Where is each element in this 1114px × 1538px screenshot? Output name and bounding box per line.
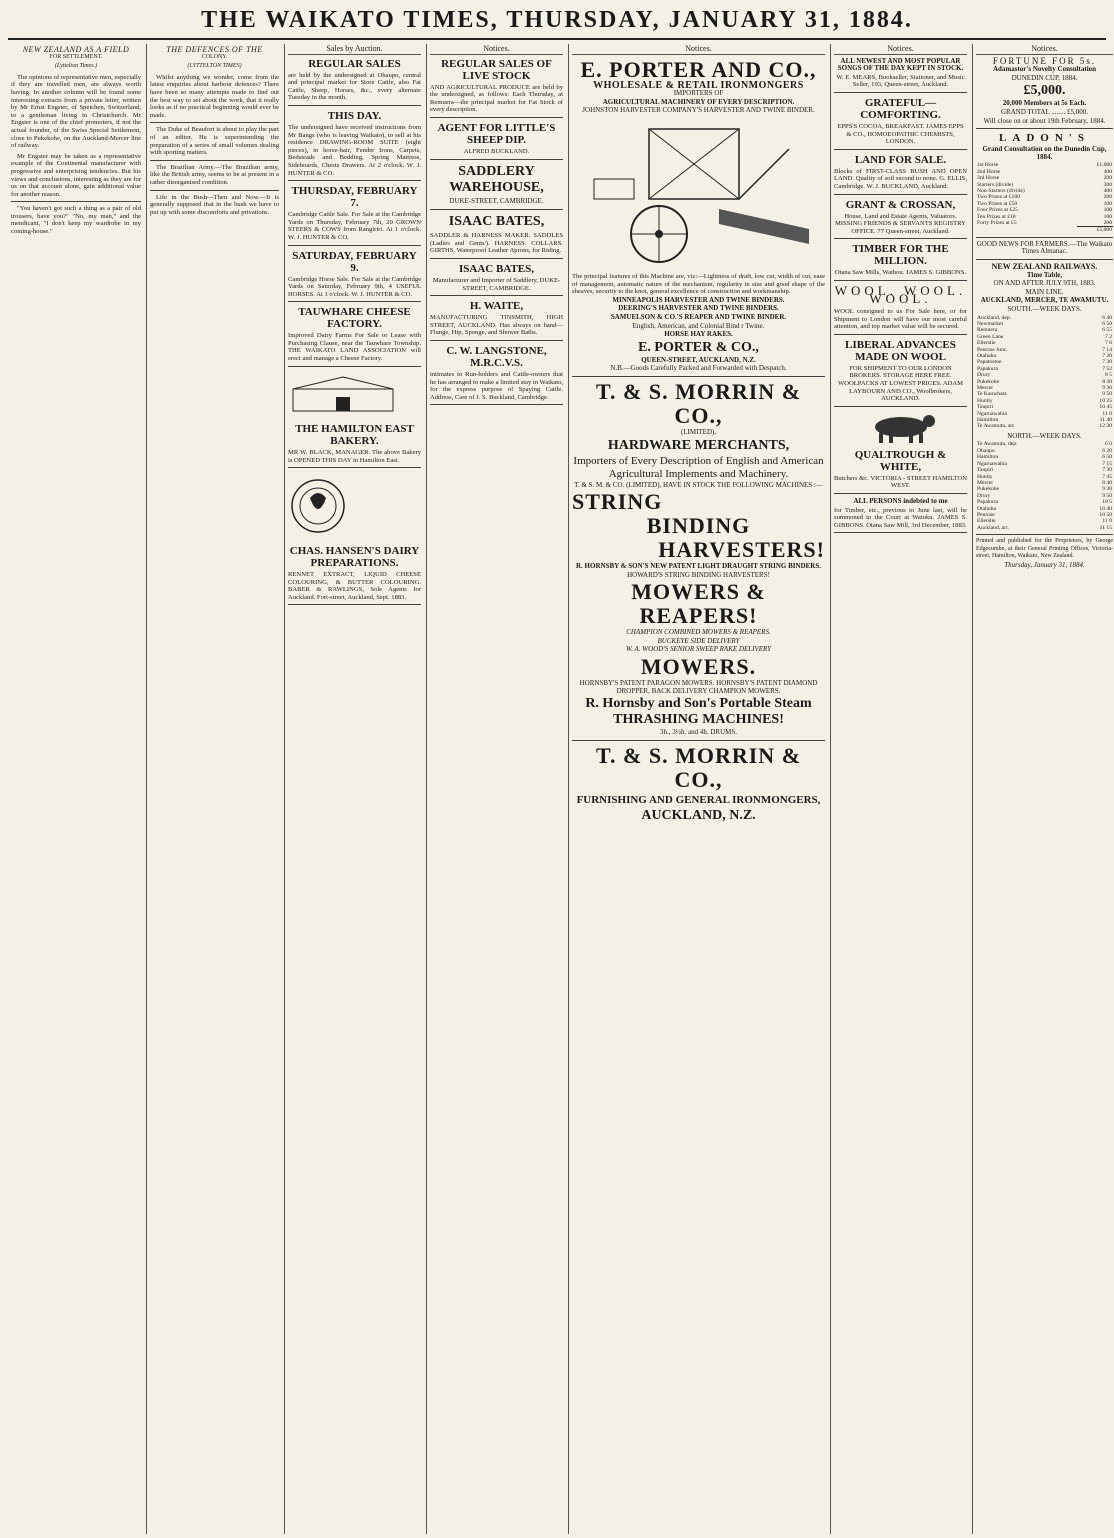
advertisement	[834, 199, 967, 240]
porter-johnston: JOHNSTON HARVESTER COMPANY'S HARVESTER AND TWINE BINDER.	[582, 106, 815, 115]
divider	[976, 128, 1113, 129]
column-6	[830, 44, 970, 1534]
ad-body: Otana Saw Mills, Waihou. JAMES S. GIBBONS.	[834, 269, 967, 277]
prize-row-value: £1,000	[1096, 162, 1112, 169]
portable-heading: R. Hornsby and Son's Portable Steam	[585, 696, 812, 712]
timetable-row-label: Auckland, arr.	[977, 524, 1009, 531]
wool-heading: WOOL. WOOL. WOOL.	[834, 282, 967, 306]
ad-heading: QUALTROUGH & WHITE,	[854, 448, 947, 473]
ad-body: intimates to Run-holders and Cattle-owners that he has arranged to make a limited stay in Waikato, for the express purpose of Spaying Cattle. Address, Care of J. S. Buckland, Cambridge.	[430, 370, 564, 401]
column-4	[426, 44, 566, 1534]
ad-body: FOR SHIPMENT TO OUR LONDON BROKERS. STORAGE HERE FREE. WOOLPACKS AT LOWEST PRICES. ADAM LAYBOURN AND CO., Woolbrokers, AUCKLAND.	[838, 364, 963, 403]
article-credit: (LYTTELTON TIMES)	[187, 63, 242, 70]
divider	[976, 534, 1113, 535]
timetable-row-value: 11 0	[1102, 518, 1112, 525]
timetable-row-label: Pukekohe	[977, 378, 1000, 385]
column-header: Notices.	[572, 44, 825, 55]
prize-row-value: 100	[1103, 207, 1112, 214]
column-1	[8, 44, 144, 1534]
timetable-row-label: Papatoetoe	[977, 359, 1002, 366]
adamastor-heading: Adamastor's Novelty Consultation	[992, 65, 1097, 74]
advertisement	[834, 411, 967, 494]
advertisement	[288, 110, 421, 181]
ad-body: Butchers &c. VICTORIA - STREET HAMILTON WEST.	[834, 474, 967, 490]
divider	[150, 160, 279, 161]
imprint: Printed and published for the Proprietors, by George Edgecumbe, at their General Printing Offices, Victoria-street, Hamilton, Waikato, New Zealand.	[976, 538, 1113, 560]
advertisement	[288, 250, 421, 303]
ad-body: MR W. BLACK, MANAGER. The above Bakery is OPENED THIS DAY in Hamilton East.	[288, 449, 421, 464]
prize-row-label: Forty Prizes at £5	[977, 220, 1017, 227]
divider	[976, 259, 1113, 260]
advertisement	[834, 154, 967, 195]
ad-heading: LAND FOR SALE.	[854, 153, 947, 166]
porter-footer: E. PORTER & CO.,	[638, 339, 759, 355]
ad-heading: THIS DAY.	[327, 109, 382, 122]
timetable-row-label: Auckland, dep.	[977, 314, 1012, 321]
timetable-row-label: Pukekohe	[977, 486, 1000, 493]
ad-heading: TAUWHARE CHEESE FACTORY.	[298, 306, 411, 331]
ad-heading: THE HAMILTON EAST BAKERY.	[295, 423, 414, 448]
advertisement	[430, 122, 563, 160]
string-heading: STRING	[572, 489, 663, 515]
south-heading: SOUTH.—WEEK DAYS.	[1007, 304, 1082, 313]
timetable-row-label: Penrose	[977, 511, 995, 518]
prize-row-label: Non-Starters (divide)	[977, 187, 1025, 194]
advertisement	[834, 97, 967, 150]
ad-heading: GRANT & CROSSAN,	[845, 198, 956, 211]
prize-row-label: Ten Prizes at £10	[977, 213, 1016, 220]
timetable-row-value: 7 2	[1105, 333, 1112, 340]
ad-heading: AGENT FOR LITTLE'S SHEEP DIP.	[437, 121, 556, 146]
timetable-row-value: 11 0	[1102, 410, 1112, 417]
route: AUCKLAND, MERCER, TE AWAMUTU.	[980, 296, 1109, 305]
advertisement	[834, 58, 967, 93]
timetable-row-label: Huntly	[977, 473, 993, 480]
ad-body: AND AGRICULTURAL PRODUCE are held by the undersigned, as follows: Each Thursday, at Remuera—the principal market for Fat Stock of every description.	[430, 83, 563, 114]
porter-subtitle: WHOLESALE & RETAIL IRONMONGERS	[593, 79, 804, 91]
prize-row-label: 1st Horse	[977, 162, 999, 169]
timetable-row-label: Te Kauwhata	[977, 391, 1007, 398]
divider	[11, 201, 141, 202]
ad-body: W. E. MEARS, Bookseller, Stationer, and Music Seller, 193, Queen-street, Auckland.	[836, 73, 965, 89]
column-header: Notices.	[430, 44, 563, 55]
timetable-row-value: 10 25	[1099, 397, 1112, 404]
timetable-row-value: 11 15	[1099, 524, 1112, 531]
ad-body: EPPS'S COCOA, BREAKFAST. JAMES EPPS & CO., HOMOEOPATHIC CHEMISTS, LONDON.	[837, 122, 964, 146]
advertisement	[288, 58, 421, 106]
column-3	[284, 44, 424, 1534]
binder-twine: English, American, and Colonial Bind r Twine.	[632, 321, 765, 330]
ad-heading: THURSDAY, FEBRUARY 7.	[291, 185, 418, 210]
timetable-row-label: Te Awamutu, arr.	[977, 423, 1016, 430]
timetable-row-label: Drury	[977, 372, 991, 379]
article-paragraph: "You haven't got such a thing as a pair of old trousers, have you?" "No, my man," and the mendicant, "I don't keep my wardrobe in my coming-house."	[11, 205, 141, 236]
trade-mark-emblem	[288, 476, 348, 536]
column-header: Notices.	[834, 44, 967, 55]
ad-body: are held by the undersigned at Ohaupo, central and principal market for Store Cattle, also Fat Cattle, Sheep, Horses, &c., every alternate Tuesday in the month.	[288, 71, 421, 102]
morrin-footer-city: AUCKLAND, N.Z.	[641, 807, 756, 823]
prize-row-label: 3rd Horse	[977, 175, 1000, 182]
timetable-row-value: 11 40	[1099, 417, 1112, 424]
timetable-row-value: 7 30	[1102, 467, 1112, 474]
timetable-row-value: 9 30	[1102, 385, 1112, 392]
harvesters-heading: HARVESTERS!	[658, 537, 825, 563]
mowers-heading: MOWERS.	[640, 654, 757, 680]
timetable-row-value: 6 55	[1102, 327, 1112, 334]
grand-total: GRAND TOTAL ........ £5,000.	[1000, 107, 1088, 116]
advertisement	[430, 345, 563, 405]
imprint-date: Thursday, January 31, 1884.	[1004, 560, 1085, 569]
timetable-row-label: Ngaruawahia	[977, 460, 1007, 467]
samuelson-heading: SAMUELSON & CO.'S REAPER AND TWINE BINDER.	[610, 312, 787, 321]
fortune-heading: FORTUNE FOR 5s.	[992, 55, 1097, 66]
morrin-stock: T. & S. M. & CO. (LIMITED), HAVE IN STOCK THE FOLLOWING MACHINES :—	[574, 480, 823, 489]
morrin-hardware: HARDWARE MERCHANTS,	[607, 437, 790, 453]
advertisement	[430, 164, 563, 211]
timetable-row-value: 9 50	[1102, 492, 1112, 499]
column-2	[146, 44, 282, 1534]
timetable-row-label: Ohaupo	[977, 447, 995, 454]
ad-heading: C. W. LANGSTONE, M.R.C.V.S.	[446, 344, 547, 369]
ad-heading: ISAAC BATES,	[459, 262, 534, 275]
timetable-row-label: Penrose Junc.	[977, 346, 1008, 353]
ad-heading: ALL NEWEST AND MOST POPULAR SONGS OF THE DAY KEPT IN STOCK.	[837, 56, 964, 73]
timetable-row-label: Huntly	[977, 397, 993, 404]
dunedin-cup: DUNEDIN CUP, 1884.	[1011, 73, 1078, 82]
timetable-row-label: Te Awamutu, dep.	[977, 441, 1018, 448]
timetable-row-value: 10 5	[1102, 499, 1112, 506]
timetable-row-label: Otahuhu	[977, 505, 997, 512]
morrin-title: T. & S. MORRIN & CO.,	[595, 378, 802, 428]
close-date: Will close on or about 19th February, 1884.	[983, 116, 1106, 125]
timetable-row-label: Papakura	[977, 499, 998, 506]
wood-line: W. A. WOOD'S SENIOR SWEEP RAKE DELIVERY	[625, 645, 772, 654]
advertisement	[834, 243, 967, 281]
ad-body: MANUFACTURING TINSMITH, HIGH STREET, AUCKLAND. Has always on hand—Flunge, Hip, Sponge, and Shower Baths.	[430, 314, 563, 337]
prize-row-value: 300	[1103, 181, 1112, 188]
article-paragraph: Life in the Bush—Then and Now.—It is generally supposed that in the bush we have to put up with some discomforts and privations.	[150, 193, 279, 216]
ad-body: Manufacturer and Importer of Saddlery, DUKE-STREET, CAMBRIDGE.	[432, 276, 561, 292]
morrin-limited: (LIMITED),	[680, 427, 717, 436]
ad-heading: LIBERAL ADVANCES MADE ON WOOL	[845, 338, 956, 363]
advertisement	[430, 300, 563, 341]
ad-heading: SATURDAY, FEBRUARY 9.	[292, 249, 417, 274]
prize-row-label: Starters (divide)	[977, 181, 1014, 188]
article-subtitle: COLONY.	[201, 53, 228, 60]
north-heading: NORTH.—WEEK DAYS.	[1007, 431, 1082, 440]
column-5	[568, 44, 828, 1534]
porter-importers: IMPORTERS OF	[673, 89, 724, 98]
good-news: GOOD NEWS FOR FARMERS.—The Waikato Times Almanac.	[976, 239, 1113, 256]
timetable-row-label: Papakura	[977, 365, 998, 372]
bakery-illustration	[288, 375, 398, 415]
morrin-footer-title: T. & S. MORRIN & CO.,	[595, 742, 802, 792]
timetable-row-label: Mercer	[977, 479, 994, 486]
prize-row-label: Two Prizes at £50	[977, 200, 1018, 207]
timetable-row-label: Taupiri	[977, 404, 994, 411]
north-timetable	[976, 441, 1113, 531]
timetable-row-value: 6 0	[1105, 441, 1112, 448]
article-paragraph: Mr Engster may be taken as a representative example of the Continental manufacturer with progressive and enterprising tendencies. But his views and conclusions, interesting as they are for us on that account alone, gain additional value for another reason.	[11, 152, 141, 198]
column-header: Sales by Auction.	[288, 44, 421, 55]
column-7	[972, 44, 1114, 1534]
article-paragraph: The Brazilian Army.—The Brazilian army, like the British army, seems to be at present in a rather disorganised condition.	[150, 163, 279, 186]
article-paragraph: Whilst anything we wonder, come from the latest enquiries about harbour defences? There have been so many attempts made to find out the best way to set about the work, that it really looks as if no practical beginning would ever be made.	[150, 73, 279, 119]
ad-body: Blocks of FIRST-CLASS BUSH AND OPEN LAND. Quality of soil second to none. G. ELLIS, Cambridge. W. J. BUCKLAND, Auckland.	[834, 167, 967, 190]
ad-heading: ALL PERSONS indebted to me	[853, 497, 948, 506]
ad-body: DUKE-STREET, CAMBRIDGE.	[449, 196, 544, 205]
ad-heading: TIMBER FOR THE MILLION.	[852, 243, 949, 268]
members-line: 20,000 Members at 5s Each.	[1002, 99, 1087, 108]
advertisement	[288, 185, 421, 245]
porter-title: E. PORTER AND CO.,	[580, 56, 817, 82]
morrin-footer-trade: FURNISHING AND GENERAL IRONMONGERS,	[576, 793, 821, 806]
ladons-subtitle: Grand Consultation on the Dunedin Cup, 1884.	[982, 145, 1107, 161]
ad-heading: ISAAC BATES,	[448, 214, 545, 230]
timetable-row-value: 8 40	[1102, 479, 1112, 486]
timetable-row-value: 8 5	[1105, 372, 1112, 379]
timetable-row	[976, 423, 1113, 429]
timetable-row-value: 9 30	[1102, 486, 1112, 493]
advertisement	[834, 339, 967, 407]
howard-heading: HOWARD'S STRING BINDING HARVESTERS!	[627, 570, 770, 579]
advertisement	[288, 306, 421, 366]
time-table-heading: Time Table,	[1026, 270, 1063, 279]
prize-row-value: 100	[1103, 200, 1112, 207]
south-timetable	[976, 315, 1113, 430]
harvester-illustration	[579, 119, 819, 269]
ad-body: The undersigned have received instructions from Mr Bangs (who is leaving Waikato), to sell at his residence DRAWING-ROOM SUITE (eight pieces), in horse-hair, Fender Irons, Carpets, Bedsteads and Bedding, Spring Mattress, Sideboards, Chests Drawers. At 2 o'clock. W. J. HUNTER & CO.	[288, 123, 421, 177]
ad-body: Cambridge Horse Sale. For Sale at the Cambridge Yards on Saturday, February 9th, 4 USEFUL HORSES. At 1 o'clock. W. J. HUNTER & CO.	[288, 275, 421, 298]
ad-body: WOOL consigned to us For Sale here, or for Shipment to London will have our most careful attention, and top market value will be secured.	[834, 308, 967, 331]
prize-row-value: 400	[1103, 187, 1112, 194]
advertisement	[834, 498, 967, 533]
timetable-row-value: 7 14	[1102, 346, 1112, 353]
timetable-row-label: Ngaruawahia	[977, 410, 1007, 417]
binding-heading: BINDING	[646, 513, 751, 539]
timetable-row-value: 6 40	[1102, 314, 1112, 321]
masthead: THE WAIKATO TIMES, THURSDAY, JANUARY 31, 1884.	[8, 6, 1106, 40]
timetable-row-value: 6 20	[1102, 447, 1112, 454]
ad-body: Cambridge Cattle Sale. For Sale at the Cambridge Yards on Thursday, February 7th, 20 GROWN STEERS & COWS from Rangiriri. At 1 o'clock. W. J. HUNTER & CO.	[288, 211, 421, 241]
timetable-row-label: Remuera	[977, 327, 998, 334]
timetable-row-label: Mercer	[977, 385, 994, 392]
timetable-row-value: 6 50	[1102, 454, 1112, 461]
timetable-row-value: 10 50	[1099, 511, 1112, 518]
timetable-row-label: Green Lane	[977, 333, 1004, 340]
timetable-row-label: Taupiri	[977, 467, 994, 474]
ad-heading: SADDLERY WAREHOUSE,	[449, 163, 544, 195]
divider	[572, 740, 825, 741]
timetable-row-label: Hamilton	[977, 417, 999, 424]
railway-title: NEW ZEALAND RAILWAYS.	[991, 262, 1098, 271]
prize-amount: £5,000.	[1023, 83, 1066, 99]
article-credit: (Lyttelton Times.)	[54, 63, 98, 70]
article-paragraph: The Duke of Beaufort is about to play the part of an editor. He is superintending the preparation of a series of small volumes dealing with sporting matters.	[150, 126, 279, 157]
advertisement	[834, 282, 967, 335]
ad-heading: CHAS. HANSEN'S DAIRY PREPARATIONS.	[289, 545, 420, 570]
hornsby-mowers: HORNSBY'S PATENT PARAGON MOWERS. HORNSBY'S PATENT DIAMOND DROPPER, BACK DELIVERY CHAMPION MOWERS.	[579, 679, 818, 695]
advertisement	[288, 472, 421, 605]
timetable-row-value: 12 30	[1099, 423, 1112, 430]
ad-heading: GRATEFUL—COMFORTING.	[860, 96, 941, 121]
drum-sizes: 3h., 3½h. and 4h. DRUMS.	[659, 728, 737, 737]
article-title: THE DEFENCES OF THE	[166, 45, 263, 54]
timetable-row-label: Newmarket	[977, 320, 1004, 327]
timetable-row-label: Ellerslie	[977, 518, 996, 525]
timetable-row-value: 7 6	[1105, 340, 1112, 347]
advertisement	[430, 214, 563, 259]
prize-row-value: 200	[1103, 194, 1112, 201]
time-table-date: ON AND AFTER JULY 9TH, 1883.	[993, 279, 1096, 288]
article-title: NEW ZEALAND AS A FIELD	[22, 45, 130, 54]
prize-total: £5,000	[1077, 227, 1113, 234]
prize-row-value: 400	[1103, 168, 1112, 175]
timetable-row-label: Ellerslie	[977, 340, 996, 347]
ad-body: ALFRED BUCKLAND.	[463, 147, 530, 155]
prize-row-value: 200	[1103, 220, 1112, 226]
ladons-heading: LADON'S	[999, 132, 1090, 145]
timetable-row-label: Drury	[977, 492, 991, 499]
ad-body: RENNET EXTRACT, LIQUID CHEESE COLOURING, & BUTTER COLOURING. BABER & RAWLINGS, Sole Agents for Auckland. Fort-street, Auckland, Sept. 1883.	[288, 571, 421, 601]
timetable-row-value: 9 50	[1102, 391, 1112, 398]
timetable-row-value: 7 52	[1102, 365, 1112, 372]
advertisement	[288, 371, 421, 469]
timetable-row-value: 7 20	[1102, 353, 1112, 359]
main-line: MAIN LINE.	[1025, 287, 1064, 296]
timetable-row-value: 7 15	[1102, 460, 1112, 467]
porter-note: N.B.—Goods Carefully Packed and Forwarded with Despatch.	[610, 364, 787, 373]
ad-heading: H. WAITE,	[469, 300, 524, 313]
morrin-importers: Importers of Every Description of English and American Agricultural Implements and Machinery.	[573, 454, 824, 480]
porter-description: The principal features of this Machine are, viz:—Lightness of draft, low cut, width of cut, ease of management, automatic nature of the mechanism, regularity in size and good shape of the sheaves, security to the knot, general excellence of construction and workmanship.	[572, 272, 825, 296]
timetable-row-value: 8 30	[1102, 378, 1112, 385]
ad-body: for Timber, etc., previous to June last, will be summoned to the Court at Waiuku. JAMES S. GIBBONS. Otana Saw Mill, 3rd December, 1883.	[834, 506, 967, 529]
timetable-row-value: 7 45	[1102, 473, 1112, 480]
timetable-row-label: Otahuhu	[977, 353, 997, 359]
prize-row-label: 2nd Horse	[977, 168, 1001, 175]
porter-street: QUEEN-STREET, AUCKLAND, N.Z.	[641, 355, 756, 364]
champion-line: CHAMPION COMBINED MOWERS & REAPERS.	[626, 628, 771, 637]
timetable-row-value: 10 40	[1099, 505, 1112, 512]
prize-row-value: 100	[1103, 213, 1112, 220]
divider	[150, 190, 279, 191]
ad-body: Improved Dairy Farms For Sale or Lease with Purchasing Clause, near the Tauwhare Township. THE WAIKATO LAND ASSOCIATION will erect and manage a Cheese Factory.	[288, 332, 421, 363]
prize-row-value: 200	[1103, 175, 1112, 182]
divider	[150, 122, 279, 123]
timetable-row-value: 6 50	[1102, 320, 1112, 327]
timetable-row-value: 10 45	[1099, 404, 1112, 411]
prize-row-label: Two Prizes at £100	[977, 194, 1020, 201]
advertisement	[430, 263, 563, 296]
prize-row	[976, 220, 1113, 227]
ad-body: SADDLER & HARNESS MAKER. SADDLES (Ladies and Gents'). HARNESS. COLLARS. GIRTHS. Waterproof Leather Aprons, for Riding.	[430, 232, 563, 255]
hornsby-light: R. HORNSBY & SON'S NEW PATENT LIGHT DRAUGHT STRING BINDERS.	[576, 562, 821, 571]
column-header: Notices.	[976, 44, 1113, 55]
columns	[8, 44, 1113, 1534]
ox-illustration	[861, 411, 941, 445]
ad-heading: REGULAR SALES	[308, 57, 401, 70]
timetable-row	[976, 525, 1113, 531]
deering-heading: DEERING'S HARVESTER AND TWINE BINDERS.	[618, 304, 779, 313]
ad-heading: REGULAR SALES OF LIVE STOCK	[441, 57, 552, 82]
timetable-row-label: Hamilton	[977, 454, 999, 461]
thrashing-heading: THRASHING MACHINES!	[613, 712, 784, 728]
article-paragraph: The opinions of representative men, especially if they are travelled men, are always worth having. In another column will be found some interesting extracts from a private letter, written by Mr Ernst Engster, of Speichen, Switzerland, to a gentleman living in Christchurch. Mr Engster is one of the chief promoters, if not the actual founder, of the Swiss Special Settlement, close to Pukekohe, on the Auckland-Mercer line of railway.	[11, 73, 141, 150]
prize-table	[976, 162, 1113, 233]
divider	[976, 237, 1113, 238]
horse-rakes: HORSE HAY RAKES.	[664, 330, 733, 339]
ad-body: House, Land and Estate Agents, Valuators. MISSING FRIENDS & SERVANTS REGISTRY OFFICE. 77 Queen-street, Auckland.	[835, 212, 966, 235]
timetable-row-value: 7 30	[1102, 359, 1112, 366]
buckeye-line: BUCKEYE SIDE DELIVERY	[657, 636, 740, 645]
porter-machinery: AGRICULTURAL MACHINERY OF EVERY DESCRIPTION.	[602, 97, 795, 106]
divider	[572, 376, 825, 377]
minneapolis-heading: MINNEAPOLIS HARVESTER AND TWINE BINDERS.	[612, 295, 785, 304]
mowers-reapers-heading: MOWERS & REAPERS!	[631, 579, 766, 629]
prize-row-label: Four Prizes at £25	[977, 207, 1018, 214]
advertisement	[430, 58, 563, 118]
article-subtitle: FOR SETTLEMENT.	[49, 53, 103, 60]
